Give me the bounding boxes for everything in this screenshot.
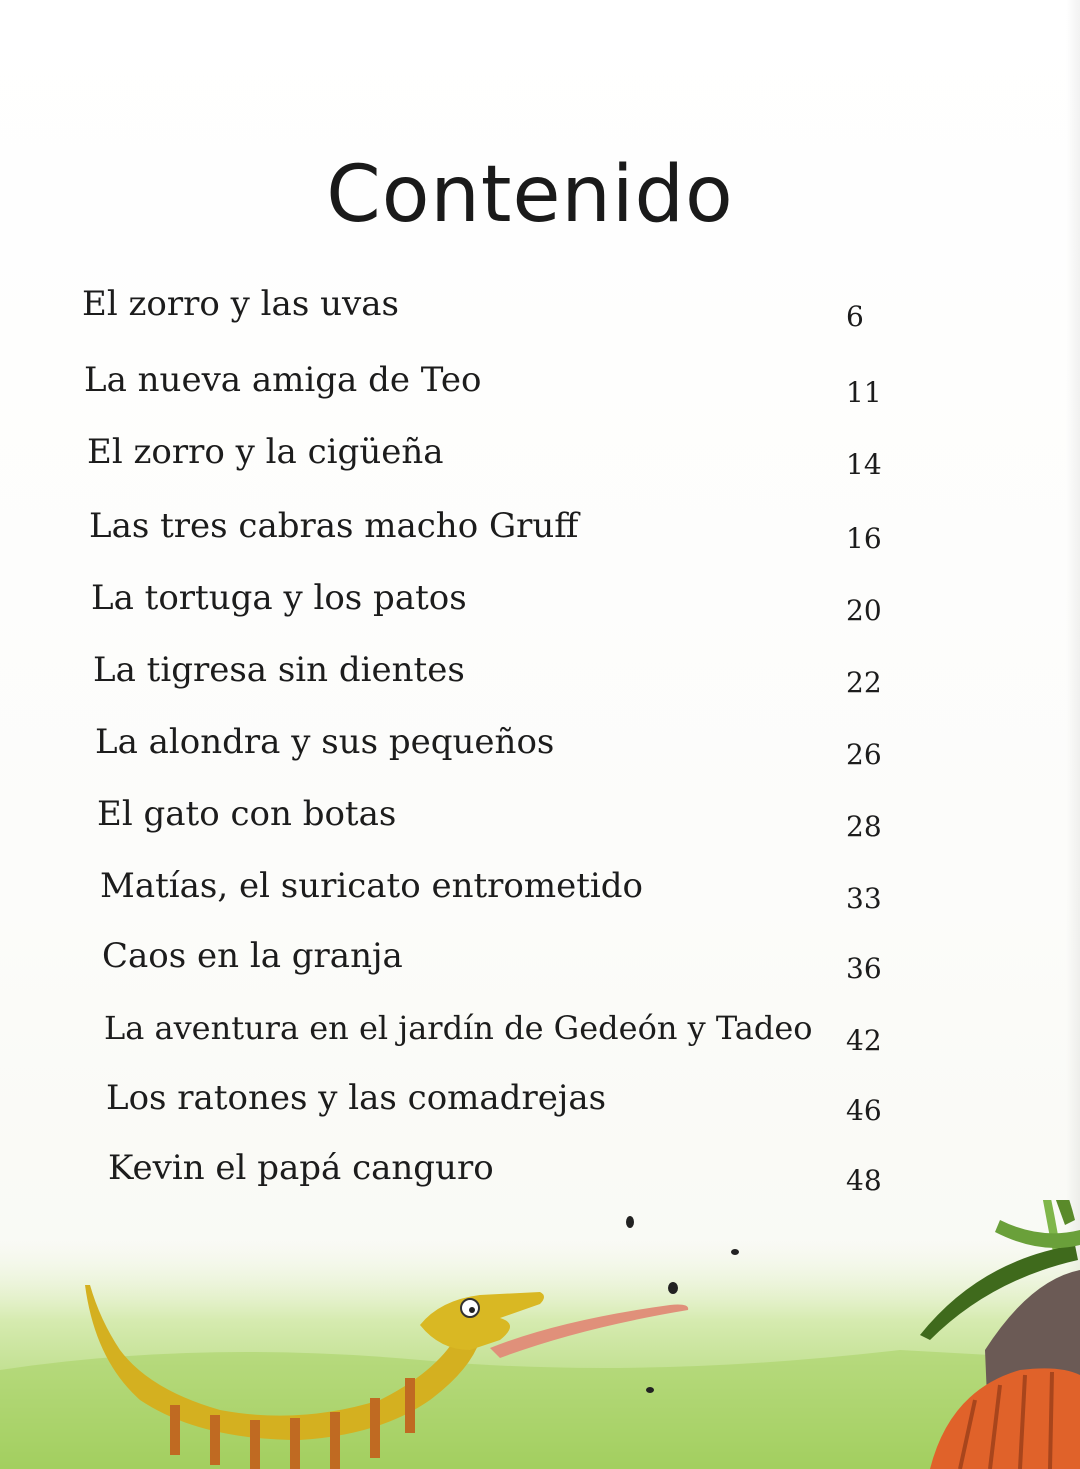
toc-entry-title: El zorro y las uvas [82, 284, 399, 324]
toc-entry-page: 16 [846, 522, 882, 555]
toc-entry-page: 33 [846, 882, 882, 915]
toc-entry-title: Las tres cabras macho Gruff [89, 506, 579, 546]
toc-entry-page: 28 [846, 810, 882, 843]
toc-entry-title: Caos en la granja [102, 936, 403, 976]
toc-entry-title: La tigresa sin dientes [93, 650, 465, 690]
toc-entry-page: 48 [846, 1164, 882, 1197]
toc-entry-title: La alondra y sus pequeños [95, 722, 555, 762]
toc-entry-title: El gato con botas [97, 794, 397, 834]
toc-entry-page: 6 [846, 300, 864, 333]
toc-entry-page: 14 [846, 448, 882, 481]
page-title: Contenido [326, 150, 734, 240]
toc-entry-title: La tortuga y los patos [91, 578, 467, 618]
toc-entry-title: El zorro y la cigüeña [87, 432, 444, 472]
toc-entry-title: La nueva amiga de Teo [84, 360, 482, 400]
toc-entry-title: Los ratones y las comadrejas [106, 1078, 607, 1118]
meadow-illustration [0, 1200, 1080, 1469]
toc-entry-page: 20 [846, 594, 882, 627]
toc-entry-page: 42 [846, 1024, 882, 1057]
toc-entry-page: 26 [846, 738, 882, 771]
toc-entry-page: 36 [846, 952, 882, 985]
toc-entry-page: 11 [846, 376, 882, 409]
toc-entry-page: 46 [846, 1094, 882, 1127]
toc-entry-title: Matías, el suricato entrometido [100, 866, 644, 906]
toc-entry-page: 22 [846, 666, 882, 699]
toc-entry-title: La aventura en el jardín de Gedeón y Tadeo [104, 1009, 813, 1047]
toc-entry-title: Kevin el papá canguro [108, 1148, 494, 1188]
